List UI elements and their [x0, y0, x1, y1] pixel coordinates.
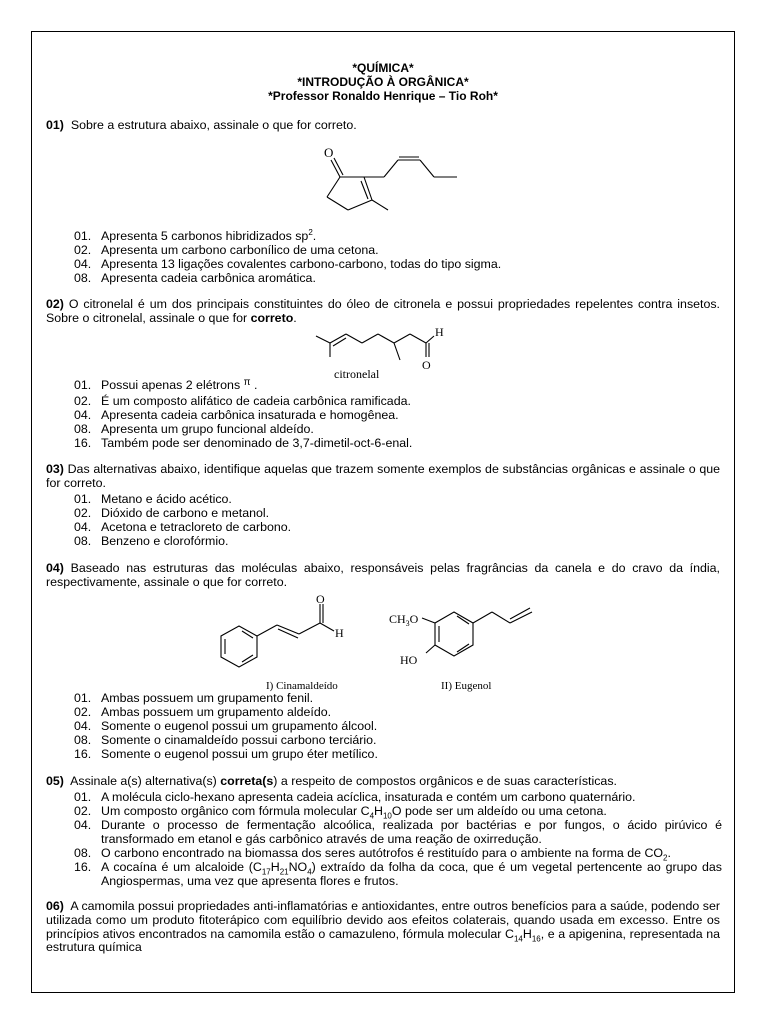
- group-methoxy: $CH_3O$: [389, 612, 419, 628]
- option-text: Apresenta cadeia carbônica insaturada e homogênea.: [101, 408, 399, 422]
- molecule-citronelal: [304, 323, 474, 383]
- question-emphasis: correta(s: [220, 774, 274, 788]
- option-text: Durante o processo de fermentação alcoólica, realizada por bactérias e por fungos, o ácido pirúvico é transformado em etanol e gás carbônico através de uma reação de oxirredução.: [101, 818, 722, 846]
- options-q3: [74, 492, 291, 548]
- atom-h-label: H: [335, 626, 344, 640]
- option-text: A molécula ciclo-hexano apresenta cadeia acíclica, insaturada e contém um carbono quaternário.: [101, 790, 636, 804]
- question-06: [46, 900, 720, 955]
- option-number: 08.: [74, 271, 92, 285]
- option-row: [74, 790, 722, 804]
- atom-o-label: O: [324, 145, 334, 160]
- option-text: Dióxido de carbono e metanol.: [101, 506, 270, 520]
- options-q2: [74, 378, 412, 450]
- option-number: 08.: [74, 534, 92, 548]
- option-text: Somente o eugenol possui um grupamento álcool.: [101, 719, 378, 733]
- option-row: [74, 422, 412, 436]
- question-number: 01): [46, 118, 64, 132]
- question-text: Assinale a(s) alternativa(s): [70, 774, 217, 788]
- option-text: A cocaína é um alcaloide $(C_{17}H_{21}NO_4)$ extraído da folha da coca, que é um vegetal pertencente ao grupo das Angiospermas, uma vez que apresenta flores e frutos.: [101, 860, 722, 888]
- question-number: 04): [46, 561, 64, 575]
- option-row: [74, 408, 412, 422]
- option-row: [74, 804, 722, 821]
- option-text: Apresenta um grupo funcional aldeído.: [101, 422, 314, 436]
- option-row: [74, 534, 291, 548]
- option-row: [74, 394, 412, 408]
- pi-symbol: π: [243, 377, 251, 388]
- option-row: [74, 436, 412, 450]
- question-number: 06): [46, 899, 64, 913]
- option-number: 04.: [74, 818, 92, 832]
- molecule-name: I) Cinamaldeído: [266, 680, 338, 692]
- option-row: [74, 846, 722, 863]
- option-row: [74, 860, 722, 888]
- option-number: 04.: [74, 520, 92, 534]
- option-text: Apresenta 13 ligações covalentes carbono-carbono, todas do tipo sigma.: [101, 257, 502, 271]
- option-row: [74, 520, 291, 534]
- question-text: A camomila possui propriedades anti-inflamatórias e antioxidantes, entre outros benefícios para a saúde, podendo ser utilizada como um produto fitoterápico com equilíbrio devido aos efeitos colaterais, quando usada em excesso. Entre os princípios ativos encontrados na camomila estão o camazuleno, fórmula molecular $C_{14}H_{16}$, e a apigenina, representada na estrutura química: [46, 899, 720, 955]
- molecule-eugenol: [386, 598, 556, 692]
- molecule-cinamaldeido: [214, 590, 364, 692]
- header-title: *QUÍMICA*: [352, 61, 414, 75]
- group-hydroxyl: HO: [400, 653, 418, 667]
- question-text: Sobre a estrutura abaixo, assinale o que for correto.: [70, 118, 357, 132]
- option-text: Acetona e tetracloreto de carbono.: [101, 520, 292, 534]
- option-row: [74, 733, 378, 747]
- option-number: 16.: [74, 436, 92, 450]
- option-number: 02.: [74, 804, 92, 818]
- option-text: Ambas possuem um grupamento aldeído.: [101, 705, 332, 719]
- option-number: 01.: [74, 691, 92, 705]
- atom-h-label: H: [435, 325, 444, 339]
- option-number: 02.: [74, 506, 92, 520]
- option-row: [74, 271, 501, 285]
- molecule-q1-cyclopentenone: [312, 140, 462, 222]
- option-number: 02.: [74, 243, 92, 257]
- header-professor: *Professor Ronaldo Henrique – Tio Roh*: [268, 89, 498, 103]
- question-number: 05): [46, 774, 64, 788]
- options-q4: [74, 691, 378, 761]
- option-text: Apresenta cadeia carbônica aromática.: [101, 271, 316, 285]
- option-row: [74, 492, 291, 506]
- option-row: [74, 229, 501, 243]
- option-number: 08.: [74, 846, 92, 860]
- question-text: O citronelal é um dos principais constituintes do óleo de citronela e possui propriedades repelentes contra insetos. Sobre o citronelal, assinale o que for: [46, 297, 720, 325]
- option-number: 04.: [74, 719, 92, 733]
- option-text: Somente o eugenol possui um grupo éter metílico.: [101, 747, 378, 761]
- option-number: 04.: [74, 408, 92, 422]
- option-text: Apresenta um carbono carbonílico de uma cetona.: [101, 243, 379, 257]
- option-row: [74, 506, 291, 520]
- option-text: Somente o cinamaldeído possui carbono terciário.: [101, 733, 377, 747]
- option-number: 01.: [74, 378, 92, 392]
- header-subtitle: *INTRODUÇÃO À ORGÂNICA*: [297, 75, 469, 89]
- option-text: É um composto alifático de cadeia carbônica ramificada.: [101, 394, 411, 408]
- option-text: O carbono encontrado na biomassa dos seres autótrofos é restituído para o ambiente na forma de $CO_2$.: [101, 846, 671, 863]
- question-number: 02): [46, 297, 64, 311]
- option-number: 01.: [74, 492, 92, 506]
- option-number: 01.: [74, 229, 92, 243]
- option-number: 04.: [74, 257, 92, 271]
- option-number: 16.: [74, 860, 92, 874]
- question-text: Das alternativas abaixo, identifique aquelas que trazem somente exemplos de substâncias orgânicas e assinale o que for correto.: [46, 462, 720, 490]
- question-05: 05) Assinale a(s) alternativa(s) correta(s) a respeito de compostos orgânicos e de suas características.: [46, 774, 617, 788]
- option-text: Apresenta 5 carbonos hibridizados $sp^2$.: [101, 227, 317, 243]
- option-text: Ambas possuem um grupamento fenil.: [101, 691, 314, 705]
- molecule-name: citronelal: [334, 367, 380, 381]
- option-text: Metano e ácido acético.: [101, 492, 232, 506]
- question-03: [46, 463, 720, 491]
- option-number: 02.: [74, 705, 92, 719]
- options-q5: [74, 790, 722, 888]
- atom-o-label: O: [422, 358, 431, 372]
- options-q1: [74, 229, 501, 285]
- option-row: [74, 691, 378, 705]
- option-text: Possui apenas 2 elétrons $^\pi$ .: [101, 377, 258, 392]
- question-emphasis: correto: [250, 310, 294, 325]
- option-number: 01.: [74, 790, 92, 804]
- option-number: 02.: [74, 394, 92, 408]
- question-text: Baseado nas estruturas das moléculas abaixo, responsáveis pelas fragrâncias da canela e do cravo da índia, respectivamente, assinale o que for correto.: [46, 561, 720, 589]
- option-row: [74, 243, 501, 257]
- molecule-name: II) Eugenol: [441, 680, 492, 692]
- option-row: [74, 747, 378, 761]
- option-number: 16.: [74, 747, 92, 761]
- option-row: [74, 257, 501, 271]
- option-row: [74, 378, 412, 394]
- question-04: [46, 562, 720, 590]
- option-text: Também pode ser denominado de 3,7-dimetil-oct-6-enal.: [101, 436, 413, 450]
- option-number: 08.: [74, 422, 92, 436]
- question-02: 02) O citronelal é um dos principais constituintes do óleo de citronela e possui propriedades repelentes contra insetos. Sobre o citronelal, assinale o que for correto.: [46, 297, 720, 325]
- atom-o-label: O: [316, 592, 325, 606]
- option-row: [74, 705, 378, 719]
- option-number: 08.: [74, 733, 92, 747]
- option-text: Um composto orgânico com fórmula molecular $C_4H_{10}O$ pode ser um aldeído ou uma cetona.: [101, 804, 607, 821]
- option-row: [74, 719, 378, 733]
- option-row: [74, 818, 722, 846]
- question-01: [46, 119, 720, 133]
- option-text: Benzeno e clorofórmio.: [101, 534, 229, 548]
- question-number: 03): [46, 462, 64, 476]
